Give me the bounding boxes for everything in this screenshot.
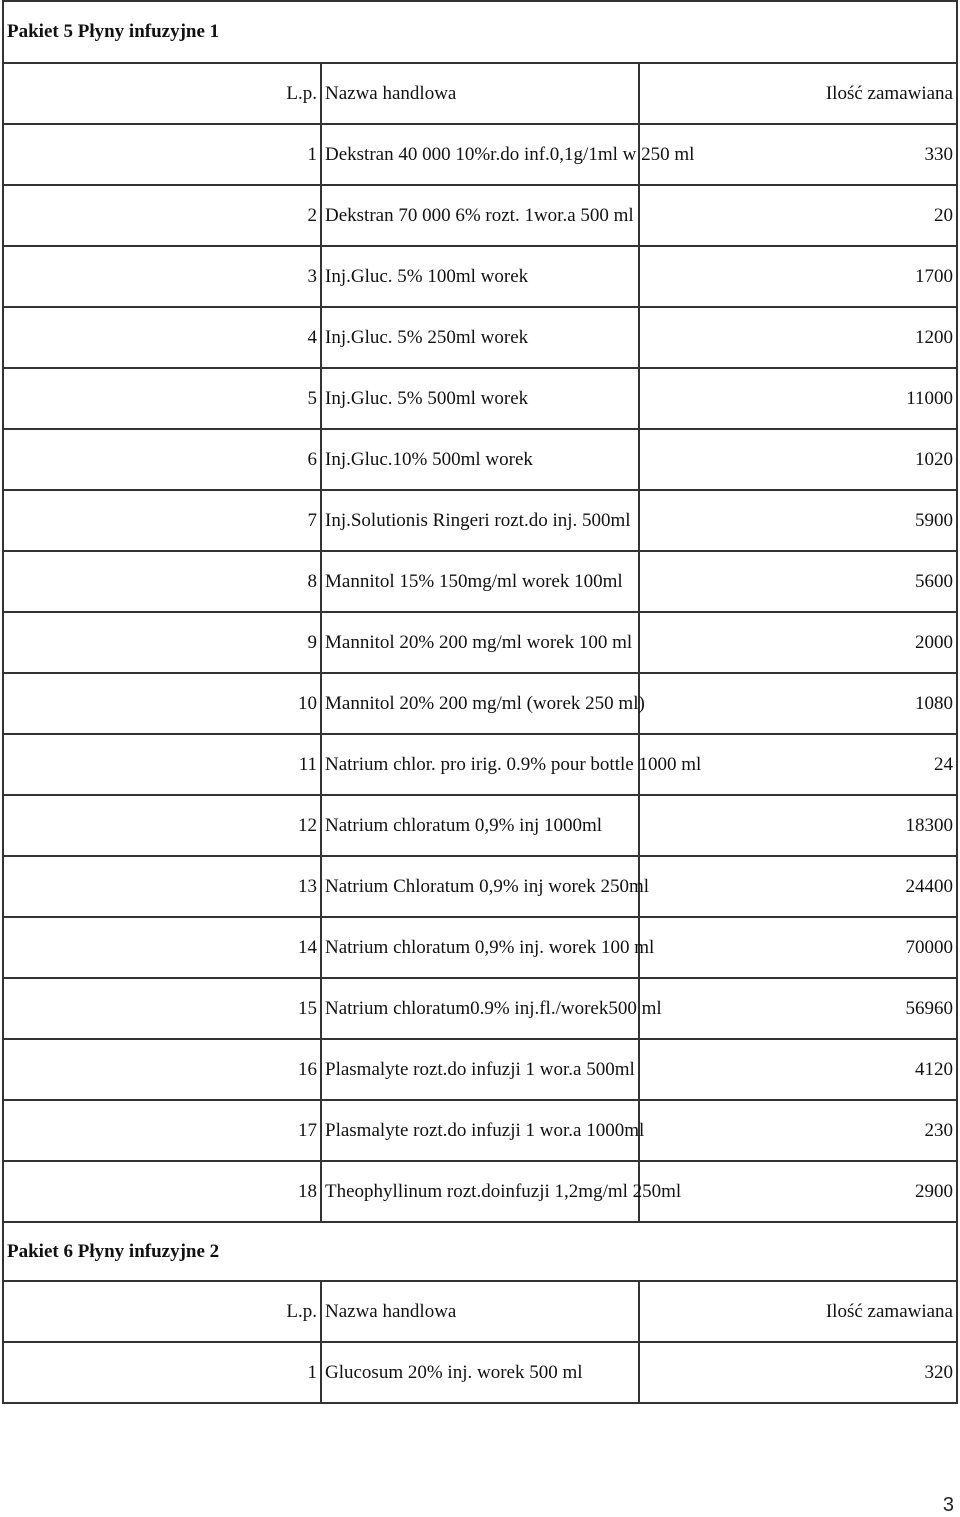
row-name: Mannitol 15% 150mg/ml worek 100ml: [321, 551, 639, 612]
table-row: [3, 185, 957, 246]
row-qty: 5600: [639, 551, 957, 612]
row-qty: 1020: [639, 429, 957, 490]
row-name: Dekstran 70 000 6% rozt. 1wor.a 500 ml: [321, 185, 639, 246]
table-row: [3, 795, 957, 856]
row-name: Natrium chloratum 0,9% inj. worek 100 ml: [321, 917, 639, 978]
row-qty: 320: [639, 1342, 957, 1403]
table-row: [3, 551, 957, 612]
row-lp: 2: [3, 185, 321, 246]
row-lp: 8: [3, 551, 321, 612]
row-qty: 1080: [639, 673, 957, 734]
row-lp: 13: [3, 856, 321, 917]
row-lp: 7: [3, 490, 321, 551]
table-header-row: [3, 1281, 957, 1342]
table-row: [3, 307, 957, 368]
row-name: Natrium chloratum 0,9% inj 1000ml: [321, 795, 639, 856]
row-lp: 1: [3, 1342, 321, 1403]
row-name: Inj.Gluc. 5% 100ml worek: [321, 246, 639, 307]
row-qty: 2900: [639, 1161, 957, 1222]
header-name: Nazwa handlowa: [321, 1281, 639, 1342]
table-row: [3, 1100, 957, 1161]
row-lp: 5: [3, 368, 321, 429]
row-lp: 3: [3, 246, 321, 307]
row-name: Theophyllinum rozt.doinfuzji 1,2mg/ml 250ml: [321, 1161, 639, 1222]
row-lp: 6: [3, 429, 321, 490]
page-number: 3: [942, 1494, 954, 1516]
header-qty: Ilość zamawiana: [639, 1281, 957, 1342]
row-qty: 4120: [639, 1039, 957, 1100]
table-header-row: [3, 63, 957, 124]
table-row: [3, 978, 957, 1039]
row-name: Inj.Gluc. 5% 250ml worek: [321, 307, 639, 368]
row-qty: 70000: [639, 917, 957, 978]
table-row: [3, 246, 957, 307]
row-lp: 9: [3, 612, 321, 673]
row-name: Natrium Chloratum 0,9% inj worek 250ml: [321, 856, 639, 917]
package-title: Pakiet 5 Płyny infuzyjne 1: [3, 1, 957, 63]
row-lp: 16: [3, 1039, 321, 1100]
package-title-row: [3, 1222, 957, 1281]
header-qty: Ilość zamawiana: [639, 63, 957, 124]
row-qty: 20: [639, 185, 957, 246]
row-qty: 1700: [639, 246, 957, 307]
table-row: [3, 368, 957, 429]
row-qty: 56960: [639, 978, 957, 1039]
row-name: Inj.Solutionis Ringeri rozt.do inj. 500ml: [321, 490, 639, 551]
row-lp: 11: [3, 734, 321, 795]
row-qty: 24: [639, 734, 957, 795]
row-lp: 1: [3, 124, 321, 185]
order-table-body: [3, 1, 957, 1403]
table-row: [3, 1161, 957, 1222]
table-row: [3, 612, 957, 673]
row-name: Dekstran 40 000 10%r.do inf.0,1g/1ml w 250 ml: [321, 124, 639, 185]
row-qty: 230: [639, 1100, 957, 1161]
row-name: Natrium chloratum0.9% inj.fl./worek500 ml: [321, 978, 639, 1039]
row-qty: 5900: [639, 490, 957, 551]
header-name: Nazwa handlowa: [321, 63, 639, 124]
row-name: Inj.Gluc.10% 500ml worek: [321, 429, 639, 490]
row-name: Mannitol 20% 200 mg/ml (worek 250 ml): [321, 673, 639, 734]
table-row: [3, 429, 957, 490]
table-row: [3, 1039, 957, 1100]
table-row: [3, 673, 957, 734]
row-qty: 1200: [639, 307, 957, 368]
row-qty: 24400: [639, 856, 957, 917]
table-row: [3, 1342, 957, 1403]
header-lp: L.p.: [3, 1281, 321, 1342]
table-row: [3, 734, 957, 795]
row-name: Inj.Gluc. 5% 500ml worek: [321, 368, 639, 429]
row-name: Plasmalyte rozt.do infuzji 1 wor.a 1000ml: [321, 1100, 639, 1161]
row-lp: 10: [3, 673, 321, 734]
package-title-row: [3, 1, 957, 63]
row-name: Mannitol 20% 200 mg/ml worek 100 ml: [321, 612, 639, 673]
order-table: [2, 0, 958, 1404]
header-lp: L.p.: [3, 63, 321, 124]
row-lp: 17: [3, 1100, 321, 1161]
row-name: Glucosum 20% inj. worek 500 ml: [321, 1342, 639, 1403]
table-row: [3, 917, 957, 978]
row-name: Plasmalyte rozt.do infuzji 1 wor.a 500ml: [321, 1039, 639, 1100]
row-lp: 4: [3, 307, 321, 368]
row-qty: 11000: [639, 368, 957, 429]
row-qty: 2000: [639, 612, 957, 673]
row-lp: 14: [3, 917, 321, 978]
row-qty: 18300: [639, 795, 957, 856]
package-title: Pakiet 6 Płyny infuzyjne 2: [3, 1222, 957, 1281]
row-lp: 18: [3, 1161, 321, 1222]
table-row: [3, 856, 957, 917]
row-qty: 330: [639, 124, 957, 185]
row-name: Natrium chlor. pro irig. 0.9% pour bottle 1000 ml: [321, 734, 639, 795]
table-row: [3, 124, 957, 185]
row-lp: 15: [3, 978, 321, 1039]
document-sheet: [2, 0, 958, 1404]
table-row: [3, 490, 957, 551]
row-lp: 12: [3, 795, 321, 856]
